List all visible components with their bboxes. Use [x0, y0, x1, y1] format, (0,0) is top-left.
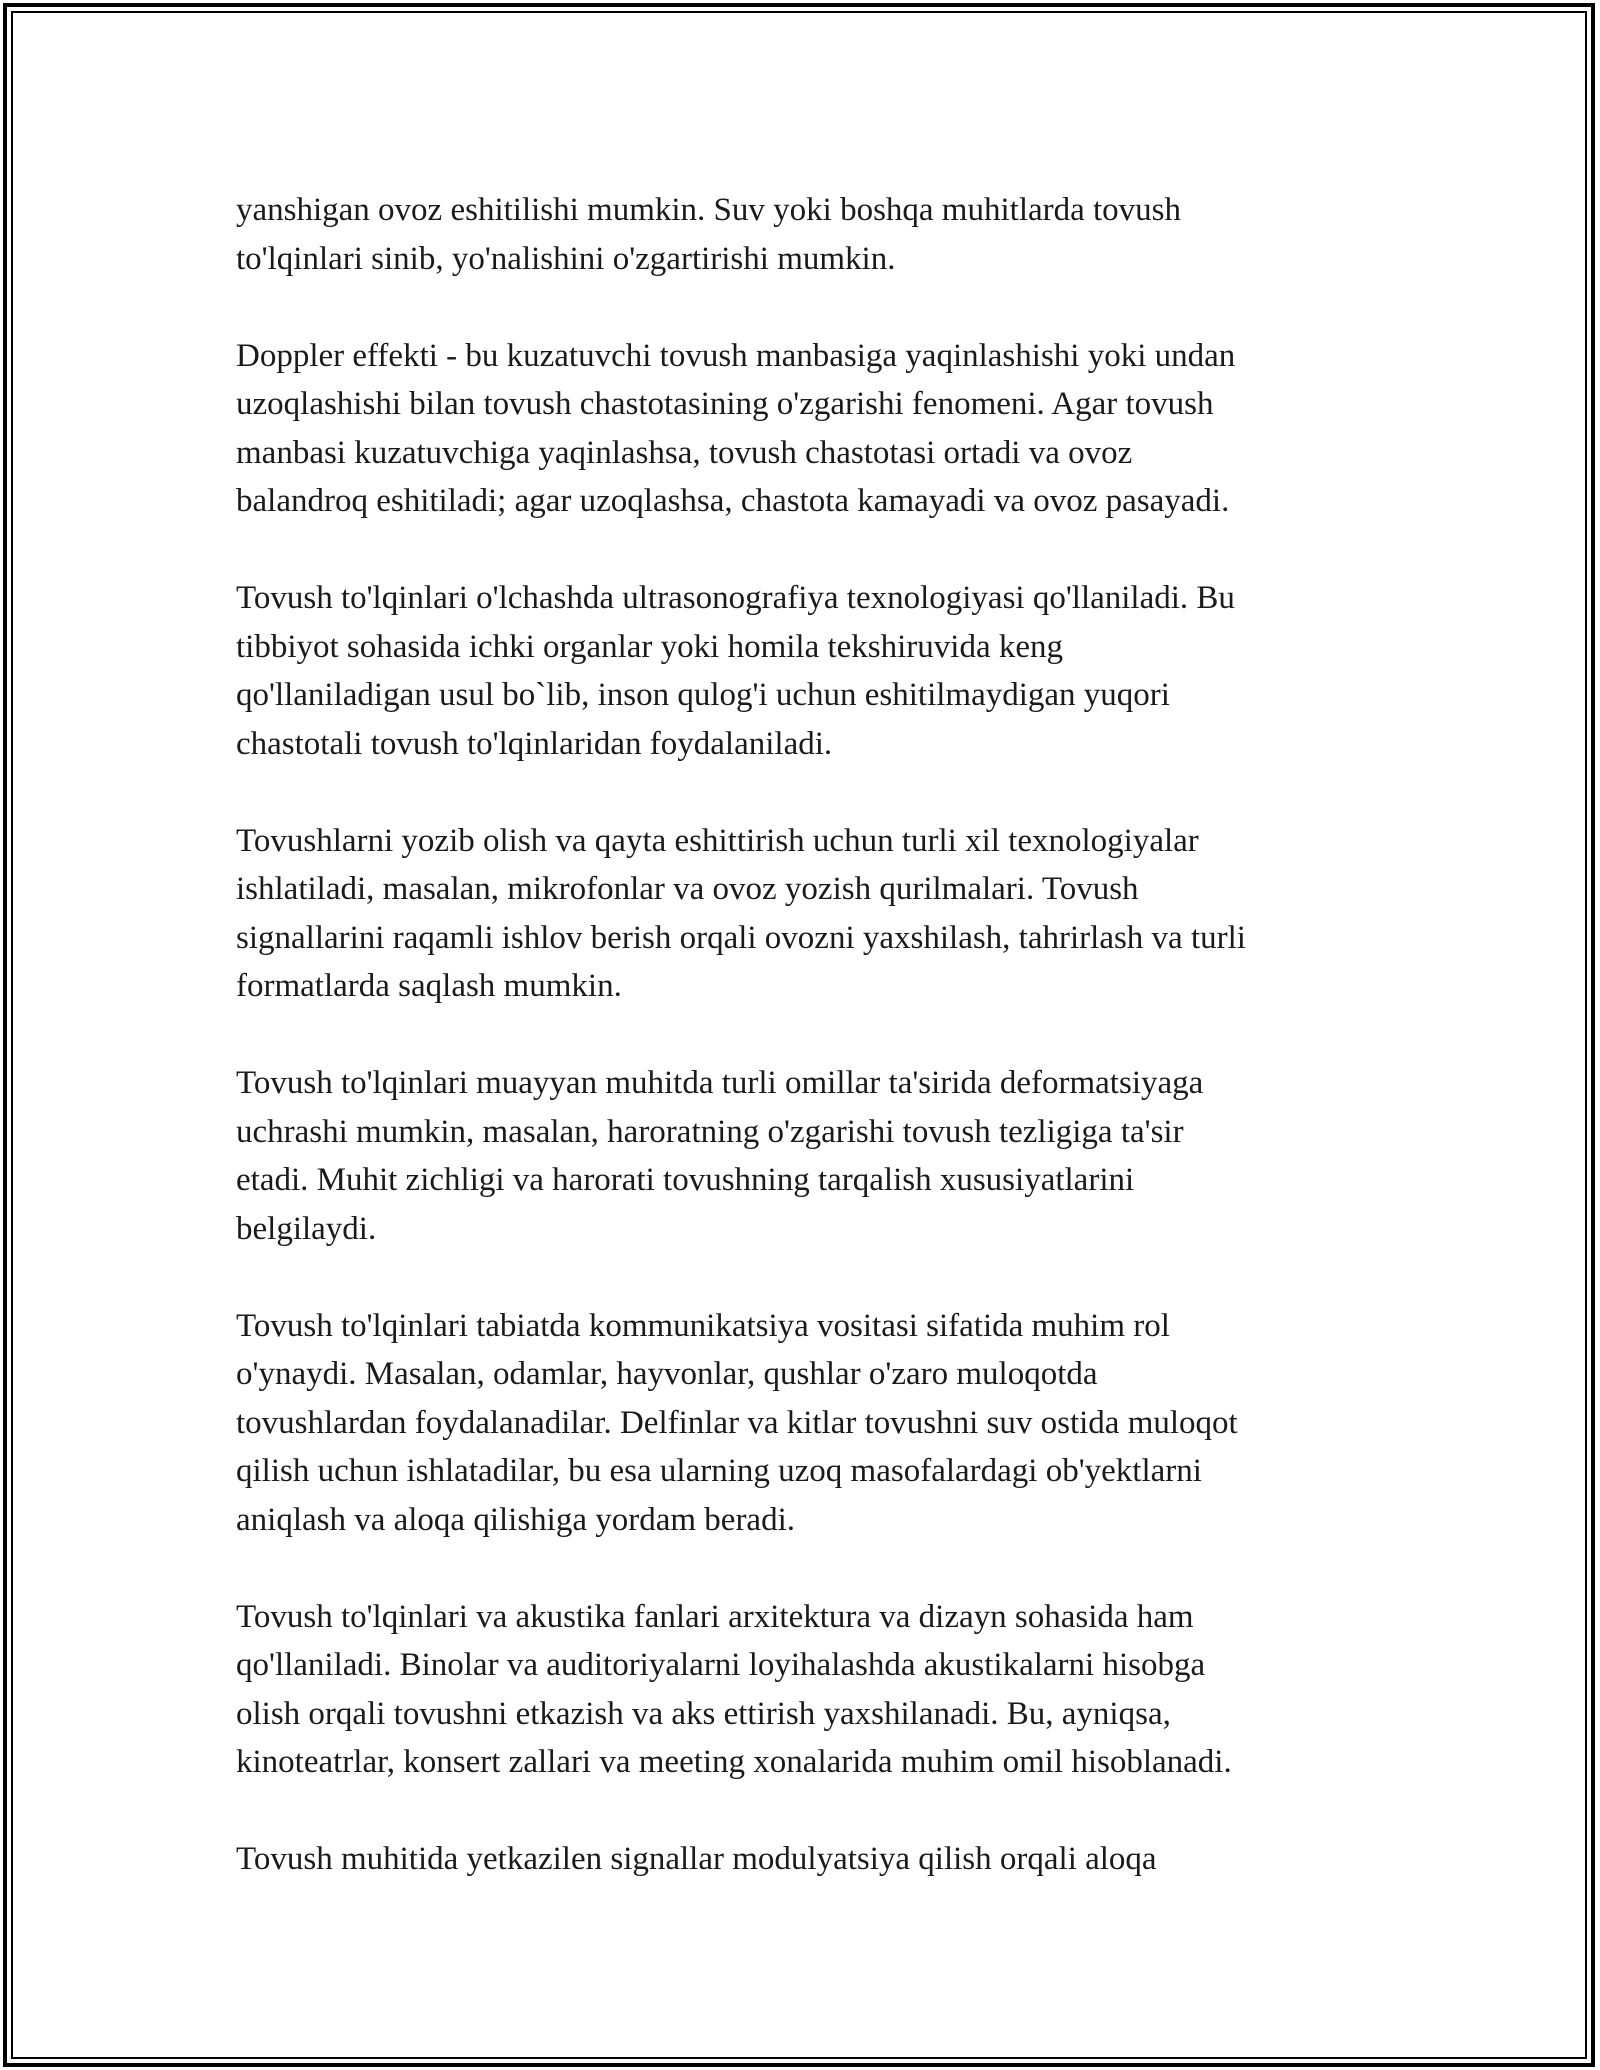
text-line: o'ynaydi. Masalan, odamlar, hayvonlar, qushlar o'zaro muloqotda [236, 1356, 1098, 1392]
text-line: Tovush to'lqinlari tabiatda kommunikatsiya vositasi sifatida muhim rol [236, 1307, 1170, 1344]
text-line: chastotali tovush to'lqinlaridan foydalaniladi. [236, 725, 833, 762]
text-line: tibbiyot sohasida ichki organlar yoki homila tekshiruvida keng [236, 628, 1063, 665]
text-line: Tovush to'lqinlari va akustika fanlari arxitektura va dizayn sohasida ham [236, 1598, 1194, 1635]
text-line: aniqlash va aloqa qilishiga yordam beradi. [236, 1501, 796, 1538]
paragraph-8 [236, 1835, 1366, 1884]
text-line: signallarini raqamli ishlov berish orqali ovozni yaxshilash, tahrirlash va turli [236, 919, 1246, 956]
paragraph-7 [236, 1593, 1366, 1787]
text-line: balandroq eshitiladi; agar uzoqlashsa, chastota kamayadi va ovoz pasayadi. [236, 483, 1230, 519]
text-line: uzoqlashishi bilan tovush chastotasining o'zgarishi fenomeni. Agar tovush [236, 386, 1214, 422]
text-line: yanshigan ovoz eshitilishi mumkin. Suv yoki boshqa muhitlarda tovush [236, 192, 1182, 228]
text-line: uchrashi mumkin, masalan, haroratning o'zgarishi tovush tezligiga ta'sir [236, 1113, 1184, 1150]
text-line: qilish uchun ishlatadilar, bu esa ularning uzoq masofalardagi ob'yektlarni [236, 1453, 1202, 1489]
text-line: Tovush to'lqinlari o'lchashda ultrasonografiya texnologiyasi qo'llaniladi. Bu [236, 580, 1235, 616]
paragraph-4 [236, 817, 1366, 1011]
text-line: Tovush to'lqinlari muayyan muhitda turli omillar ta'sirida deformatsiyaga [236, 1065, 1204, 1101]
document-body [236, 186, 1366, 1932]
text-line: qo'llaniladigan usul bo`lib, inson qulog'i uchun eshitilmaydigan yuqori [236, 677, 1170, 713]
text-line: kinoteatrlar, konsert zallari va meeting xonalarida muhim omil hisoblanadi. [236, 1744, 1232, 1780]
text-line: etadi. Muhit zichligi va harorati tovushning tarqalish xususiyatlarini [236, 1162, 1135, 1198]
text-line: to'lqinlari sinib, yo'nalishini o'zgartirishi mumkin. [236, 240, 896, 277]
text-line: olish orqali tovushni etkazish va aks ettirish yaxshilanadi. Bu, ayniqsa, [236, 1695, 1171, 1732]
text-line: formatlarda saqlash mumkin. [236, 968, 622, 1004]
paragraph-2 [236, 332, 1366, 526]
text-line: Tovushlarni yozib olish va qayta eshittirish uchun turli xil texnologiyalar [236, 822, 1199, 859]
text-line: manbasi kuzatuvchiga yaqinlashsa, tovush chastotasi ortadi va ovoz [236, 434, 1133, 471]
text-line: tovushlardan foydalanadilar. Delfinlar va kitlar tovushni suv ostida muloqot [236, 1404, 1238, 1441]
text-line: Tovush muhitida yetkazilen signallar modulyatsiya qilish orqali aloqa [236, 1841, 1157, 1877]
paragraph-1 [236, 186, 1366, 283]
text-line: Doppler effekti - bu kuzatuvchi tovush manbasiga yaqinlashishi yoki undan [236, 337, 1236, 374]
paragraph-3 [236, 574, 1366, 768]
text-line: qo'llaniladi. Binolar va auditoriyalarni loyihalashda akustikalarni hisobga [236, 1647, 1206, 1683]
paragraph-5 [236, 1059, 1366, 1253]
paragraph-6 [236, 1302, 1366, 1545]
text-line: belgilaydi. [236, 1210, 377, 1247]
text-line: ishlatiladi, masalan, mikrofonlar va ovoz yozish qurilmalari. Tovush [236, 871, 1139, 907]
